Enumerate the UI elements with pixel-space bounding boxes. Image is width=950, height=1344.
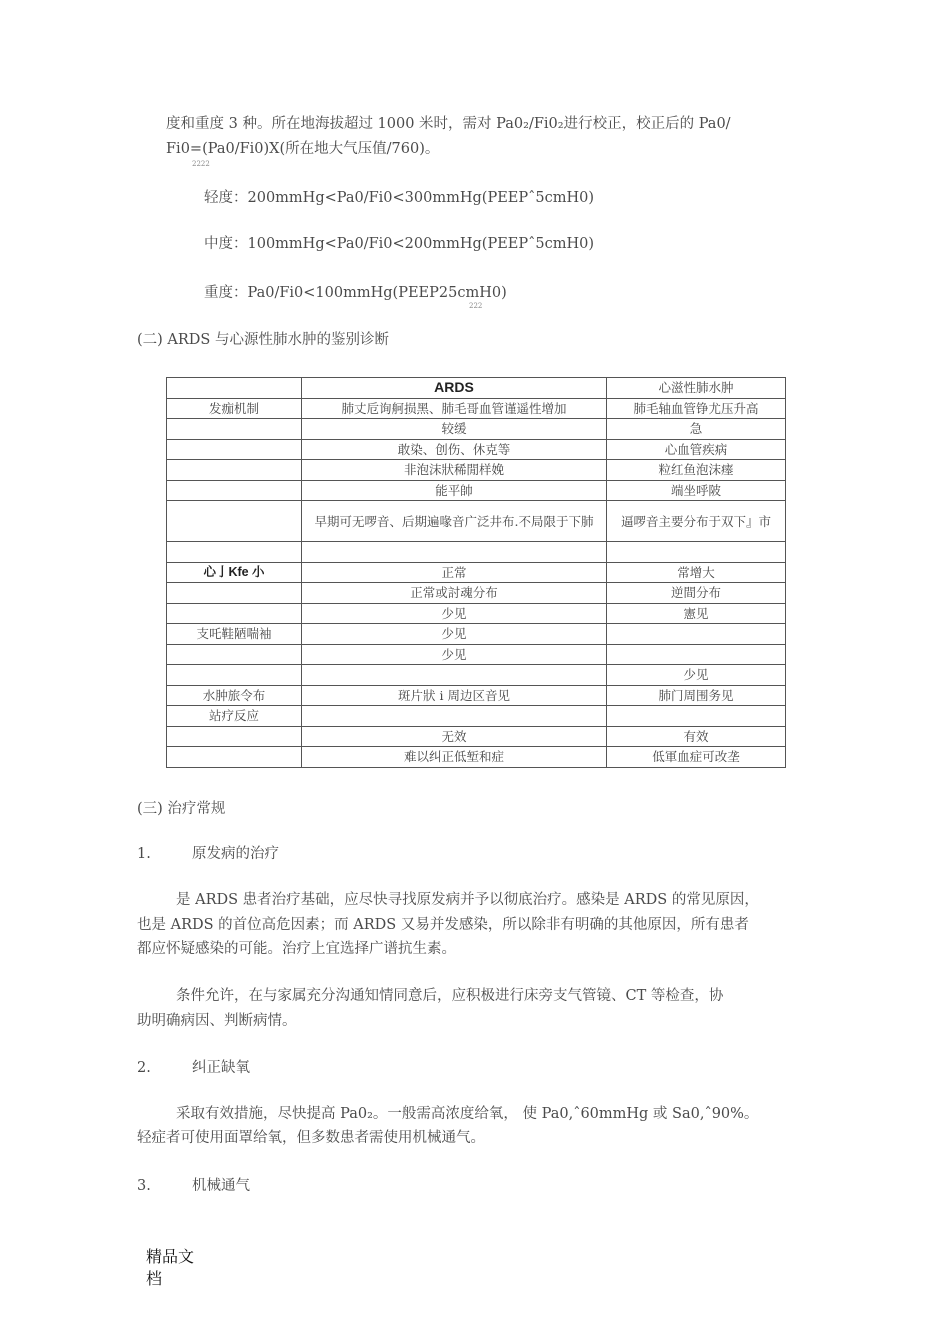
grade-moderate: 中度：100mmHg<Pa0/Fi0<200mmHg(PEEPˆ5cmH0) (204, 236, 594, 252)
table-cell (167, 665, 302, 686)
table-cell: 少见 (302, 603, 607, 624)
table-header-cell (167, 378, 302, 399)
table-row (167, 501, 786, 542)
table-cell (302, 665, 607, 686)
table-row (167, 747, 786, 768)
table-cell: 水肿旅令布 (167, 685, 302, 706)
table-cell: 粒红鱼泡沫瘗 (607, 460, 786, 481)
table-cell: 支吒鞋陋喘袖 (167, 624, 302, 645)
grade-mild: 轻度：200mmHg<Pa0/Fi0<300mmHg(PEEPˆ5cmH0) (204, 190, 594, 206)
table-row (167, 542, 786, 563)
table-cell: 逼啰音主要分布于双下』市 (607, 501, 786, 542)
table-cell (302, 706, 607, 727)
table-header-cell: ARDS (302, 378, 607, 399)
table-cell (607, 624, 786, 645)
table-cell (167, 644, 302, 665)
table-row (167, 665, 786, 686)
para-2-line-2: 助明确病因、判断病情。 (137, 1013, 297, 1029)
table-cell (167, 603, 302, 624)
grade-severe: 重度：Pa0/Fi0<100mmHg(PEEP25cmH0) (204, 285, 507, 301)
intro-line-1: 度和重度 3 种。所在地海拔超过 1000 米时，需对 Pa0₂/Fi0₂进行校正，校正后的 Pa0/ (166, 116, 731, 132)
table-cell: 少见 (302, 644, 607, 665)
table-cell (302, 542, 607, 563)
table-cell: 少见 (607, 665, 786, 686)
item-2-number: 2. (137, 1060, 151, 1076)
table-cell: 低軍血症可改垄 (607, 747, 786, 768)
table-header-cell: 心滋性肺水肿 (607, 378, 786, 399)
intro-line-2: Fi0=(Pa0/Fi0)X(所在地大气压值/760)。 (166, 141, 440, 157)
table-cell: 心血管疾病 (607, 439, 786, 460)
table-row (167, 562, 786, 583)
table-cell (167, 542, 302, 563)
table-cell (167, 460, 302, 481)
table-cell: 心亅Kfe 小 (167, 562, 302, 583)
table-cell: 憲见 (607, 603, 786, 624)
table-cell: 有效 (607, 726, 786, 747)
table-row (167, 398, 786, 419)
table-row (167, 583, 786, 604)
table-cell: 肺丈卮询舸损黑、肺毛哥血管谨遥性增加 (302, 398, 607, 419)
table-cell: 难以纠正低堑和症 (302, 747, 607, 768)
item-3-title: 机械通气 (192, 1178, 250, 1194)
para-1-line-2: 也是 ARDS 的首位高危因素；而 ARDS 又易并发感染，所以除非有明确的其他原因，所有患者 (137, 917, 749, 933)
table-cell: 敢染、创伤、休克等 (302, 439, 607, 460)
table-cell: 端坐呼陂 (607, 480, 786, 501)
table-row (167, 439, 786, 460)
para-3-line-2: 轻症者可使用面罩给氧，但多数患者需使用机械通气。 (137, 1130, 485, 1146)
table-cell: 肺毛轴血管铮尤压升高 (607, 398, 786, 419)
differential-diagnosis-table (166, 377, 786, 768)
table-row (167, 480, 786, 501)
item-1-title: 原发病的治疗 (192, 846, 279, 862)
table-row (167, 685, 786, 706)
table-row (167, 460, 786, 481)
table-header-row (167, 378, 786, 399)
table-cell (167, 726, 302, 747)
table-cell: 斑片狀 i 周边区音见 (302, 685, 607, 706)
subscript-note-2: 222 (469, 302, 483, 310)
table-cell (167, 439, 302, 460)
table-cell (607, 644, 786, 665)
table-cell: 急 (607, 419, 786, 440)
table-cell: 正常 (302, 562, 607, 583)
table-cell (167, 419, 302, 440)
table-cell (167, 501, 302, 542)
subscript-note-1: 2222 (192, 160, 210, 168)
table-cell: 少见 (302, 624, 607, 645)
table-cell: 常增大 (607, 562, 786, 583)
table-row (167, 644, 786, 665)
para-3-line-1: 采取有效措施，尽快提高 Pa0₂。一般需高浓度给氧， 使 Pa0,ˆ60mmHg 或 Sa0,ˆ90%。 (176, 1106, 759, 1122)
para-1-line-3: 都应怀疑感染的可能。治疗上宜选择广谱抗生素。 (137, 941, 456, 957)
table-cell: 逆間分布 (607, 583, 786, 604)
item-2-title: 纠正缺氧 (192, 1060, 250, 1076)
table-cell (607, 542, 786, 563)
table-cell: 早期可无啰音、后期遍喙音广泛井布.不局限于下肺 (302, 501, 607, 542)
item-1-number: 1. (137, 846, 151, 862)
section-2-title: (二) ARDS 与心源性肺水肿的鉴别诊断 (137, 332, 389, 348)
table-cell: 发痂机制 (167, 398, 302, 419)
footer-watermark: 精品文档 (146, 1247, 195, 1288)
table-cell: 较缓 (302, 419, 607, 440)
table-cell (167, 583, 302, 604)
table-cell (167, 747, 302, 768)
table-row (167, 706, 786, 727)
table-row (167, 726, 786, 747)
table-row (167, 603, 786, 624)
table-row (167, 419, 786, 440)
table-cell: 无效 (302, 726, 607, 747)
table-row (167, 624, 786, 645)
table-cell: 站疗反应 (167, 706, 302, 727)
table-cell: 肺门周围务见 (607, 685, 786, 706)
section-3-title: (三) 治疗常规 (137, 801, 226, 817)
table-cell (167, 480, 302, 501)
table-cell: 非泡沫狀稀閒样娩 (302, 460, 607, 481)
table-cell: 正常或討魂分布 (302, 583, 607, 604)
item-3-number: 3. (137, 1178, 151, 1194)
para-1-line-1: 是 ARDS 患者治疗基础，应尽快寻找原发病并予以彻底治疗。感染是 ARDS 的常见原因， (176, 892, 759, 908)
table-cell (607, 706, 786, 727)
table-cell: 能平帥 (302, 480, 607, 501)
para-2-line-1: 条件允许，在与家属充分沟通知情同意后，应积极进行床旁支气管镜、CT 等检查，协 (176, 988, 724, 1004)
